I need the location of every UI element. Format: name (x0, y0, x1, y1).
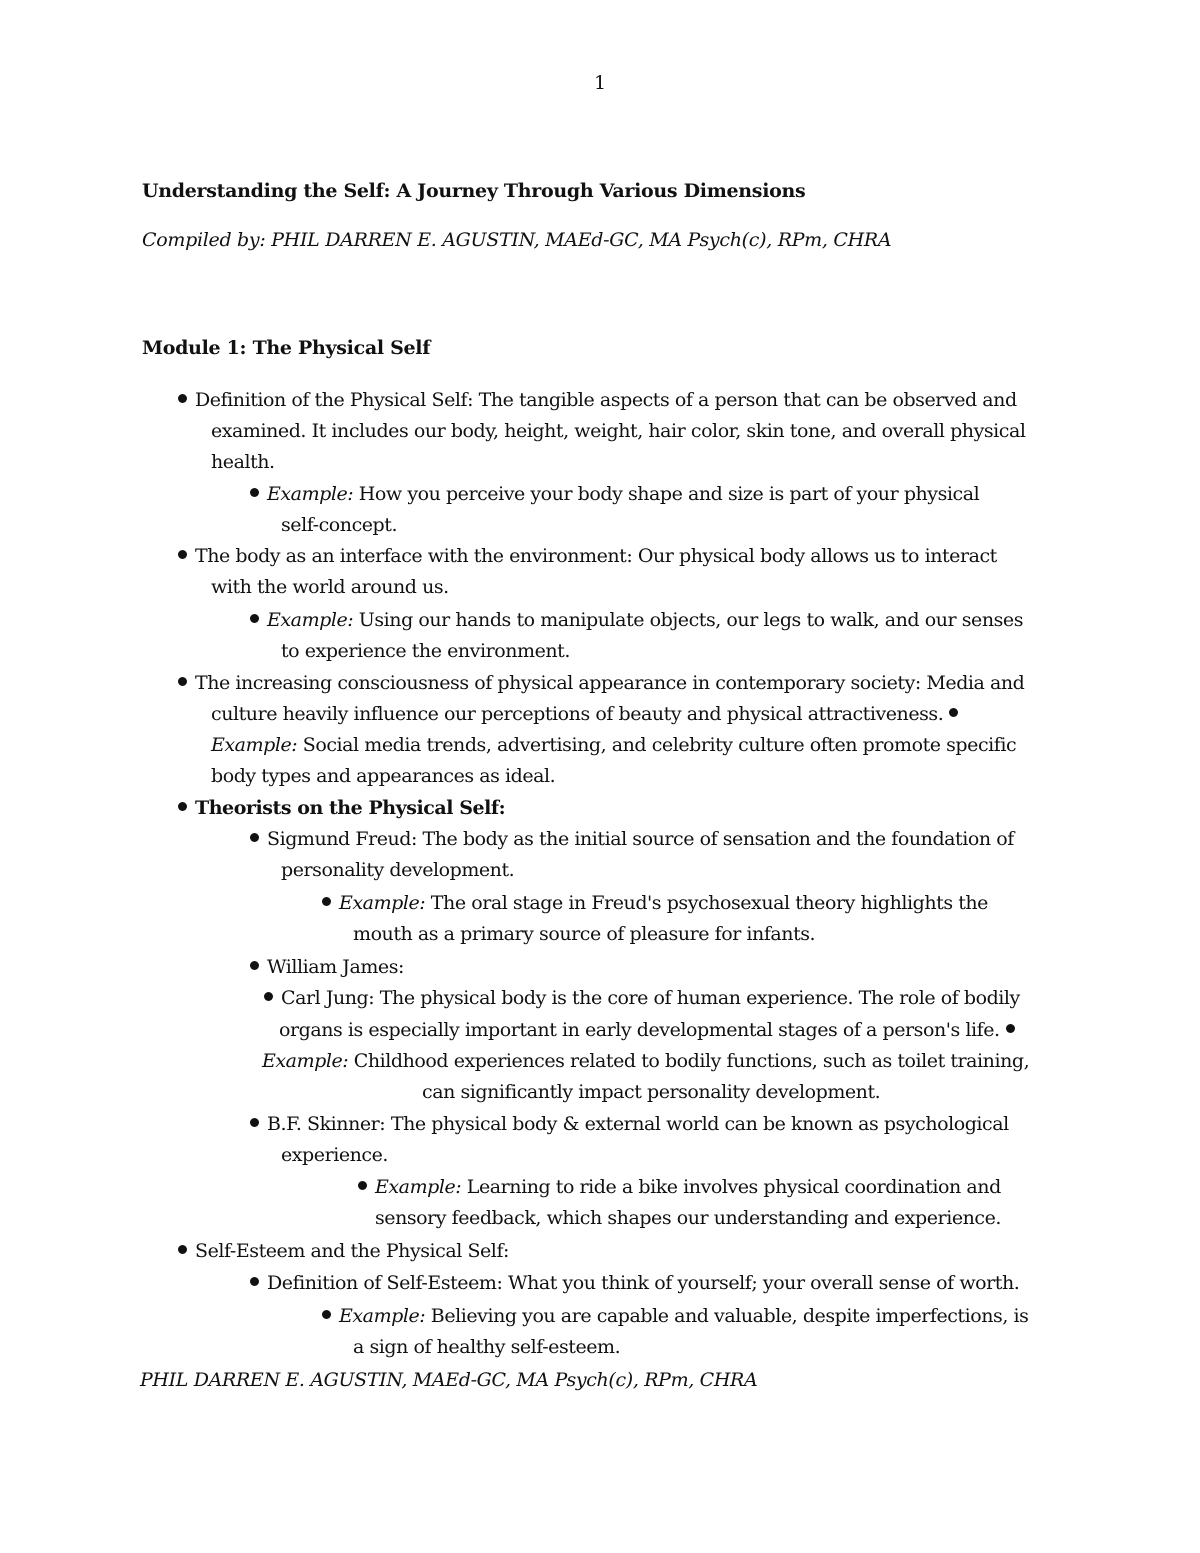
bullet-icon (178, 677, 187, 686)
example-label: Example: (339, 892, 426, 914)
interface-text: The body as an interface with the environment: Our physical body allows us to interact (195, 545, 997, 567)
example-continuation: can significantly impact personality development. (422, 1081, 881, 1103)
list-item-continuation (211, 703, 958, 725)
list-item-continuation: health. (211, 451, 275, 473)
example-item (322, 1305, 1028, 1327)
example-text: Believing you are capable and valuable, despite imperfections, is (425, 1305, 1029, 1327)
example-item (262, 1050, 1029, 1072)
bullet-icon (949, 708, 958, 717)
example-item (250, 483, 979, 505)
bullet-icon (178, 1245, 187, 1254)
module-title: Module 1: The Physical Self (142, 337, 431, 359)
example-text: Childhood experiences related to bodily functions, such as toilet training, (348, 1050, 1030, 1072)
example-text: How you perceive your body shape and size is part of your physical (353, 483, 980, 505)
example-continuation: to experience the environment. (281, 640, 570, 662)
example-text: Learning to ride a bike involves physical coordination and (461, 1176, 1001, 1198)
appearance-text: The increasing consciousness of physical appearance in contemporary society: Media and (195, 672, 1025, 694)
bullet-icon (178, 550, 187, 559)
self-esteem-text: Self-Esteem and the Physical Self: (195, 1240, 509, 1262)
list-item (178, 545, 997, 567)
example-label: Example: (262, 1050, 349, 1072)
bullet-icon (250, 1277, 259, 1286)
list-item (178, 672, 1024, 694)
example-continuation: self-concept. (281, 514, 398, 536)
sub-list-item (250, 1113, 1009, 1135)
list-item (178, 797, 505, 819)
bullet-icon (264, 992, 273, 1001)
example-continuation: sensory feedback, which shapes our understanding and experience. (375, 1207, 1001, 1229)
theorists-heading: Theorists on the Physical Self: (195, 797, 506, 819)
sub-list-continuation: experience. (281, 1144, 388, 1166)
example-label: Example: (267, 483, 354, 505)
bullet-icon (178, 802, 187, 811)
example-text: Using our hands to manipulate objects, our legs to walk, and our senses (353, 609, 1024, 631)
list-item-continuation: with the world around us. (211, 576, 449, 598)
example-continuation: a sign of healthy self-esteem. (353, 1336, 621, 1358)
list-item (178, 1240, 509, 1262)
bullet-icon (250, 961, 259, 970)
example-item (322, 892, 988, 914)
skinner-text: B.F. Skinner: The physical body & external world can be known as psychological (267, 1113, 1009, 1135)
example-continuation: mouth as a primary source of pleasure for infants. (353, 923, 816, 945)
example-label: Example: (267, 609, 354, 631)
bullet-icon (358, 1181, 367, 1190)
bullet-icon (178, 394, 187, 403)
bullet-icon (250, 833, 259, 842)
example-label: Example: (211, 734, 298, 756)
james-text: William James: (267, 956, 404, 978)
example-item (358, 1176, 1001, 1198)
page-footer: PHIL DARREN E. AGUSTIN, MAEd-GC, MA Psych(c), RPm, CHRA (140, 1369, 758, 1391)
self-esteem-definition: Definition of Self-Esteem: What you think of yourself; your overall sense of worth. (267, 1272, 1020, 1294)
bullet-icon (322, 897, 331, 906)
freud-text: Sigmund Freud: The body as the initial source of sensation and the foundation of (267, 828, 1014, 850)
sub-list-item (250, 956, 404, 978)
example-label: Example: (375, 1176, 462, 1198)
bullet-icon (250, 488, 259, 497)
list-item (178, 389, 1017, 411)
bullet-icon (1006, 1024, 1015, 1033)
compiled-by: Compiled by: PHIL DARREN E. AGUSTIN, MAEd-GC, MA Psych(c), RPm, CHRA (142, 229, 892, 251)
sub-list-item (250, 828, 1014, 850)
example-item (211, 734, 1016, 756)
document-title: Understanding the Self: A Journey Through Various Dimensions (142, 180, 806, 202)
appearance-text-cont: culture heavily influence our perceptions of beauty and physical attractiveness. (211, 703, 944, 725)
jung-text: Carl Jung: The physical body is the core of human experience. The role of bodily (281, 987, 1020, 1009)
example-item (250, 609, 1023, 631)
example-text: Social media trends, advertising, and celebrity culture often promote specific (297, 734, 1017, 756)
sub-list-item (264, 987, 1020, 1009)
definition-text: Definition of the Physical Self: The tangible aspects of a person that can be observed and (195, 389, 1017, 411)
sub-list-item (250, 1272, 1019, 1294)
bullet-icon (322, 1310, 331, 1319)
bullet-icon (250, 1118, 259, 1127)
sub-list-continuation (279, 1019, 1015, 1041)
example-continuation: body types and appearances as ideal. (211, 765, 556, 787)
bullet-icon (250, 614, 259, 623)
jung-text-cont: organs is especially important in early developmental stages of a person's life. (279, 1019, 1000, 1041)
page-number: 1 (593, 72, 607, 94)
sub-list-continuation: personality development. (281, 859, 515, 881)
list-item-continuation: examined. It includes our body, height, weight, hair color, skin tone, and overall physical (211, 420, 1026, 442)
example-label: Example: (339, 1305, 426, 1327)
example-text: The oral stage in Freud's psychosexual theory highlights the (425, 892, 988, 914)
